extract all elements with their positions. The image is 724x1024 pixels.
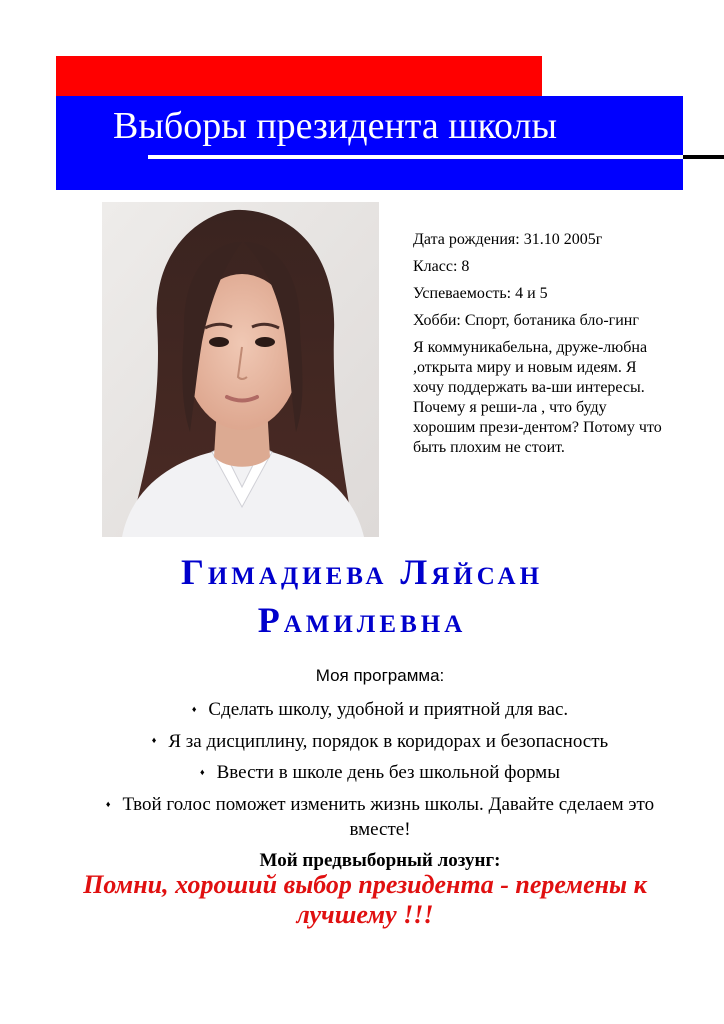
candidate-portrait-icon	[102, 202, 379, 537]
program-item	[90, 698, 670, 723]
diamond-bullet-icon: ♦	[200, 766, 205, 777]
header-underline-accent	[683, 155, 724, 159]
program-list	[90, 698, 670, 842]
candidate-photo	[102, 202, 379, 537]
diamond-bullet-icon: ♦	[191, 703, 197, 714]
hobbies: Хобби: Спорт, ботаника бло-гинг	[413, 312, 639, 329]
about-text: Я коммуникабельна, друже-любна ,открыта миру и новым идеям. Я хочу поддержать ва-ши интересы. Почему я реши-ла , что буду хорошим прези-дентом? Потому что быть плохим не стоит.	[413, 339, 662, 456]
candidate-name-line1: Гимадиева Ляйсан	[180, 552, 544, 592]
page-title: Выборы президента школы	[113, 105, 558, 147]
slogan-text: Помни, хороший выбор президента - перемены к лучшему !!!	[83, 870, 647, 929]
candidate-name	[40, 548, 684, 644]
candidate-name-line2: Рамилевна	[257, 600, 467, 640]
program-item-text: Ввести в школе день без школьной формы	[216, 762, 560, 784]
program-heading: Моя программа:	[315, 666, 445, 685]
program-item-text: Я за дисциплину, порядок в коридорах и безопасность	[168, 730, 609, 752]
candidate-info	[413, 230, 673, 458]
performance: Успеваемость: 4 и 5	[413, 285, 548, 302]
header-red-stripe	[56, 56, 542, 96]
slogan-heading: Мой предвыборный лозунг:	[259, 849, 501, 871]
program-item	[90, 730, 670, 755]
program-item	[90, 793, 670, 842]
program-item-text: Твой голос поможет изменить жизнь школы. Давайте сделаем это вместе!	[122, 793, 655, 840]
diamond-bullet-icon: ♦	[151, 735, 157, 746]
diamond-bullet-icon: ♦	[105, 798, 111, 809]
program-item-text: Сделать школу, удобной и приятной для вас.	[208, 699, 569, 720]
program-section	[90, 664, 670, 879]
program-item	[90, 761, 670, 786]
birth-date: Дата рождения: 31.10 2005г	[413, 231, 603, 248]
grade: Класс: 8	[413, 258, 470, 275]
header-underline	[148, 155, 683, 159]
